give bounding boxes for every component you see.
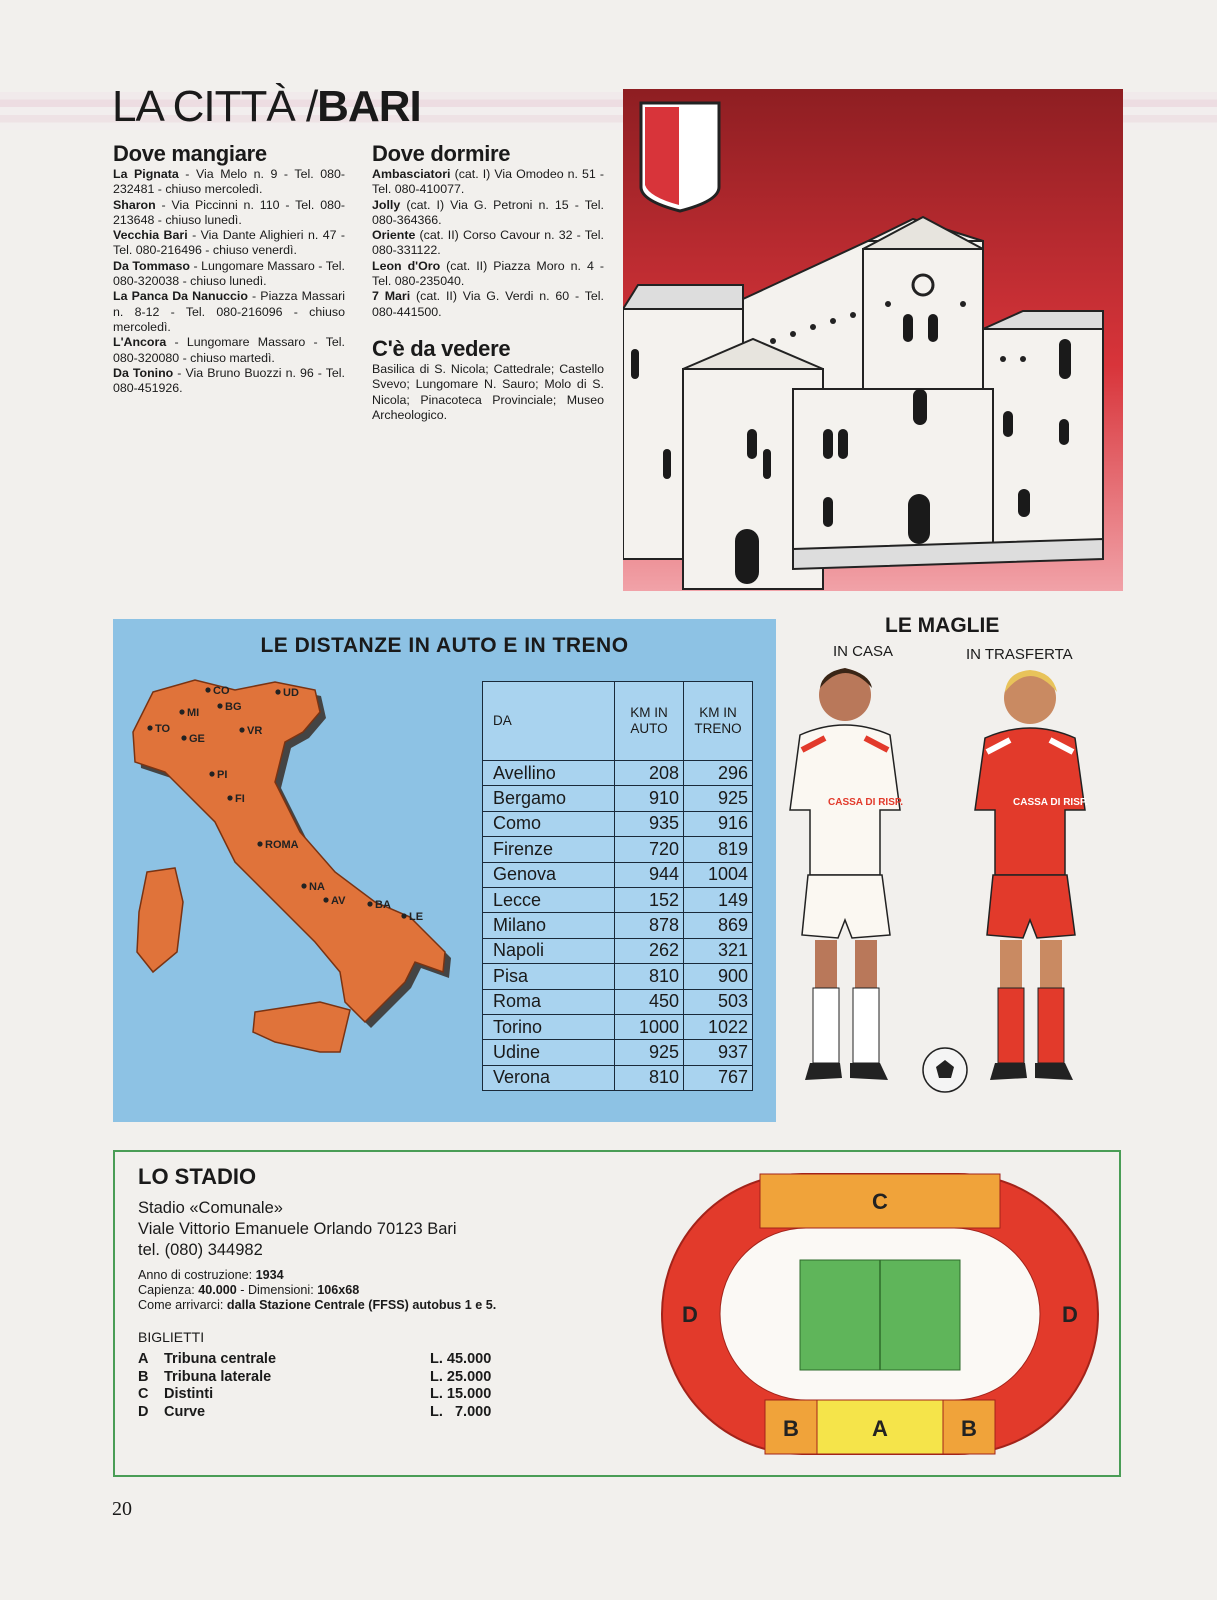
- city-dot: [401, 913, 406, 918]
- dim-value: 106x68: [317, 1283, 360, 1297]
- cell-auto: 450: [615, 989, 684, 1014]
- page-title: [112, 82, 421, 132]
- cell-auto: 935: [615, 811, 684, 836]
- map-city-label: UD: [283, 687, 299, 699]
- table-row: [483, 938, 753, 963]
- table-row: [483, 786, 753, 811]
- mangiare-entry: [113, 366, 345, 397]
- cell-city: Roma: [483, 989, 615, 1014]
- mangiare-section: [113, 141, 345, 396]
- entry-name: Leon d'Oro: [372, 258, 441, 273]
- cell-city: Genova: [483, 862, 615, 887]
- label-d-left: D: [682, 1302, 698, 1327]
- city-dot: [275, 689, 280, 694]
- ticket-name: Tribuna laterale: [164, 1368, 272, 1385]
- entry-details: - Via Piccinni n. 110 - Tel. 080-213648 - chiuso lunedì.: [113, 197, 345, 227]
- mangiare-entry: [113, 228, 345, 259]
- city-dot: [147, 725, 152, 730]
- home-sponsor: CASSA DI RISP.: [828, 797, 904, 808]
- entry-name: Vecchia Bari: [113, 228, 188, 243]
- stadium-title: LO STADIO: [138, 1164, 257, 1189]
- table-row: [483, 887, 753, 912]
- arrivo-label: Come arrivarci:: [138, 1298, 227, 1312]
- table-row: [483, 1014, 753, 1039]
- entry-name: Da Tonino: [113, 365, 174, 380]
- home-kit-player: [790, 668, 903, 1080]
- city-dot: [257, 841, 262, 846]
- city-dot: [227, 795, 232, 800]
- stadium-info: [138, 1268, 496, 1313]
- map-city-label: VR: [247, 725, 263, 737]
- dormire-entry: [372, 259, 604, 290]
- entry-name: Da Tommaso: [113, 258, 190, 273]
- entry-details: - Lungomare Massaro - Tel. 080-320038 - chiuso lunedì.: [113, 258, 345, 289]
- title-prefix: LA CITTÀ /: [112, 82, 318, 131]
- cell-city: Verona: [483, 1065, 615, 1090]
- distances-header-row: [483, 682, 753, 761]
- cell-auto: 152: [615, 887, 684, 912]
- anno-label: Anno di costruzione:: [138, 1268, 256, 1282]
- map-city-label: MI: [187, 707, 200, 719]
- ticket-price: L. 45.000: [430, 1351, 492, 1367]
- table-row: [483, 964, 753, 989]
- label-b-right: B: [961, 1416, 977, 1441]
- ticket-name: Distinti: [164, 1386, 214, 1402]
- ball-icon: [923, 1048, 967, 1092]
- ticket-row: [138, 1369, 491, 1387]
- map-city-label: PI: [217, 769, 228, 781]
- cell-treno: 819: [684, 837, 753, 862]
- title-city: BARI: [317, 82, 421, 131]
- ticket-name: Curve: [164, 1403, 206, 1420]
- ticket-row: [138, 1404, 491, 1422]
- entry-details: (cat. II) Corso Cavour n. 32 - Tel. 080-331122.: [372, 228, 604, 258]
- map-city-label: ROMA: [265, 839, 299, 851]
- ticket-name: Tribuna centrale: [164, 1351, 277, 1367]
- cell-treno: 149: [684, 887, 753, 912]
- vedere-title: C'è da vedere: [372, 335, 511, 361]
- arrivo-value: dalla Stazione Centrale (FFSS) autobus 1 e 5.: [226, 1298, 497, 1312]
- entry-details: - Via Dante Alighieri n. 47 - Tel. 080-216496 - chiuso venerdì.: [113, 228, 346, 258]
- ticket-row: [138, 1386, 491, 1404]
- entry-details: - Via Melo n. 9 - Tel. 080-232481 - chiuso mercoledì.: [113, 167, 345, 197]
- capienza-value: 40.000: [198, 1283, 237, 1297]
- cell-city: Firenze: [483, 837, 615, 862]
- city-dot: [301, 883, 306, 888]
- cell-city: Milano: [483, 913, 615, 938]
- cell-treno: 503: [684, 989, 753, 1014]
- cell-auto: 910: [615, 786, 684, 811]
- cell-city: Udine: [483, 1040, 615, 1065]
- map-city-label: AV: [331, 895, 346, 907]
- cell-auto: 720: [615, 837, 684, 862]
- dormire-title: Dove dormire: [372, 141, 511, 166]
- dormire-entry: [372, 228, 604, 259]
- cell-auto: 925: [615, 1040, 684, 1065]
- map-city-label: LE: [409, 911, 424, 923]
- away-sponsor: CASSA DI RISP.: [1013, 797, 1089, 808]
- stadium-diagram: [660, 1172, 1100, 1456]
- city-dot: [323, 897, 328, 902]
- cell-city: Torino: [483, 1014, 615, 1039]
- cell-auto: 810: [615, 964, 684, 989]
- cell-treno: 1004: [684, 862, 753, 887]
- ticket-row: [138, 1351, 491, 1369]
- entry-name: Sharon: [113, 197, 156, 212]
- header-auto: KM IN AUTO: [615, 682, 684, 761]
- anno-value: 1934: [255, 1268, 284, 1282]
- label-b-left: B: [783, 1416, 799, 1441]
- city-dot: [209, 771, 214, 776]
- mangiare-entry: [113, 198, 345, 229]
- italy-map: [125, 672, 460, 1112]
- dormire-entry: [372, 198, 604, 229]
- biglietti-title: BIGLIETTI: [138, 1329, 205, 1345]
- dormire-section: [372, 141, 604, 423]
- dormire-list: [372, 167, 604, 320]
- cell-auto: 1000: [615, 1014, 684, 1039]
- table-row: [483, 1065, 753, 1090]
- stadium-address-block: [138, 1198, 457, 1261]
- label-c: C: [872, 1189, 888, 1214]
- maglie-trasferta-label: IN TRASFERTA: [966, 646, 1073, 663]
- entry-details: - Lungomare Massaro - Tel. 080-320080 - chiuso martedì.: [113, 335, 345, 365]
- ticket-letter: D: [138, 1403, 149, 1420]
- players-illustration: [780, 660, 1130, 1140]
- label-a: A: [872, 1416, 888, 1441]
- stadium-address: Viale Vittorio Emanuele Orlando 70123 Bari: [138, 1220, 457, 1238]
- cell-auto: 878: [615, 913, 684, 938]
- entry-name: La Pignata: [113, 167, 179, 181]
- map-city-label: FI: [235, 793, 245, 805]
- cell-city: Lecce: [483, 887, 615, 912]
- ticket-letter: C: [138, 1386, 149, 1402]
- stadium-tel: tel. (080) 344982: [138, 1241, 263, 1259]
- distances-table: [482, 681, 753, 1091]
- label-d-right: D: [1062, 1302, 1078, 1327]
- cell-treno: 900: [684, 964, 753, 989]
- dormire-entry: [372, 289, 604, 320]
- header-treno: KM IN TRENO: [684, 682, 753, 761]
- ticket-letter: B: [138, 1368, 149, 1385]
- city-dot: [205, 687, 210, 692]
- maglie-title: LE MAGLIE: [885, 614, 1000, 637]
- entry-details: (cat. II) Piazza Moro n. 4 - Tel. 080-235040.: [372, 258, 604, 289]
- map-city-label: TO: [155, 723, 171, 735]
- cell-treno: 937: [684, 1040, 753, 1065]
- cell-city: Avellino: [483, 761, 615, 786]
- table-row: [483, 761, 753, 786]
- cell-treno: 321: [684, 938, 753, 963]
- city-dot: [367, 901, 372, 906]
- entry-name: Ambasciatori: [372, 167, 451, 181]
- entry-details: - Via Bruno Buozzi n. 96 - Tel. 080-451926.: [113, 365, 346, 396]
- table-row: [483, 837, 753, 862]
- mangiare-title: Dove mangiare: [113, 141, 267, 166]
- bari-shield-icon: [641, 103, 719, 211]
- city-dot: [179, 709, 184, 714]
- map-city-label: BG: [225, 701, 242, 713]
- dormire-entry: [372, 167, 604, 198]
- map-city-label: NA: [309, 881, 325, 893]
- mangiare-entry: [113, 259, 345, 290]
- city-dot: [181, 735, 186, 740]
- entry-name: Jolly: [372, 197, 401, 212]
- table-row: [483, 811, 753, 836]
- table-row: [483, 989, 753, 1014]
- cell-treno: 869: [684, 913, 753, 938]
- entry-details: (cat. I) Via G. Petroni n. 15 - Tel. 080-364366.: [372, 197, 604, 227]
- ticket-price: L. 25.000: [430, 1368, 492, 1385]
- mangiare-entry: [113, 289, 345, 335]
- cell-auto: 262: [615, 938, 684, 963]
- entry-name: 7 Mari: [372, 289, 411, 304]
- ticket-price: L. 15.000: [430, 1386, 492, 1402]
- entry-details: (cat. I) Via Omodeo n. 51 - Tel. 080-410077.: [372, 167, 604, 197]
- capienza-label: Capienza:: [138, 1283, 199, 1297]
- cell-treno: 1022: [684, 1014, 753, 1039]
- cell-treno: 296: [684, 761, 753, 786]
- mangiare-entry: [113, 167, 345, 198]
- map-city-label: CO: [213, 685, 230, 697]
- cell-city: Como: [483, 811, 615, 836]
- vedere-text: Basilica di S. Nicola; Cattedrale; Castello Svevo; Lungomare N. Sauro; Molo di S. Nicola; Pinacoteca Provinciale; Museo Archeologico.: [372, 361, 604, 422]
- entry-details: - Piazza Massari n. 8-12 - Tel. 080-216096 - chiuso mercoledì.: [113, 289, 345, 334]
- mangiare-list: [113, 167, 345, 396]
- table-row: [483, 1040, 753, 1065]
- tickets-list: [138, 1351, 491, 1421]
- cell-city: Bergamo: [483, 786, 615, 811]
- cell-auto: 810: [615, 1065, 684, 1090]
- cathedral-illustration: [623, 89, 1123, 591]
- entry-name: Oriente: [372, 228, 416, 243]
- cell-auto: 208: [615, 761, 684, 786]
- entry-details: (cat. II) Via G. Verdi n. 60 - Tel. 080-441500.: [372, 289, 605, 319]
- dim-label: - Dimensioni:: [236, 1283, 318, 1297]
- away-kit-player: [975, 670, 1088, 1080]
- table-row: [483, 913, 753, 938]
- cell-city: Pisa: [483, 964, 615, 989]
- ticket-letter: A: [138, 1351, 149, 1367]
- cell-treno: 916: [684, 811, 753, 836]
- cell-treno: 767: [684, 1065, 753, 1090]
- page-number: 20: [112, 1498, 132, 1520]
- stadium-name: Stadio «Comunale»: [138, 1199, 283, 1217]
- ticket-price: L. 7.000: [430, 1403, 492, 1420]
- header-da: DA: [483, 682, 615, 761]
- cell-city: Napoli: [483, 938, 615, 963]
- entry-name: L'Ancora: [113, 335, 167, 350]
- distances-title: LE DISTANZE IN AUTO E IN TRENO: [260, 634, 629, 657]
- map-city-label: BA: [375, 899, 391, 911]
- cell-treno: 925: [684, 786, 753, 811]
- table-row: [483, 862, 753, 887]
- city-dot: [217, 703, 222, 708]
- map-city-label: GE: [189, 733, 205, 745]
- entry-name: La Panca Da Nanuccio: [113, 289, 248, 304]
- cell-auto: 944: [615, 862, 684, 887]
- mangiare-entry: [113, 335, 345, 366]
- city-dot: [239, 727, 244, 732]
- maglie-casa-label: IN CASA: [833, 643, 894, 660]
